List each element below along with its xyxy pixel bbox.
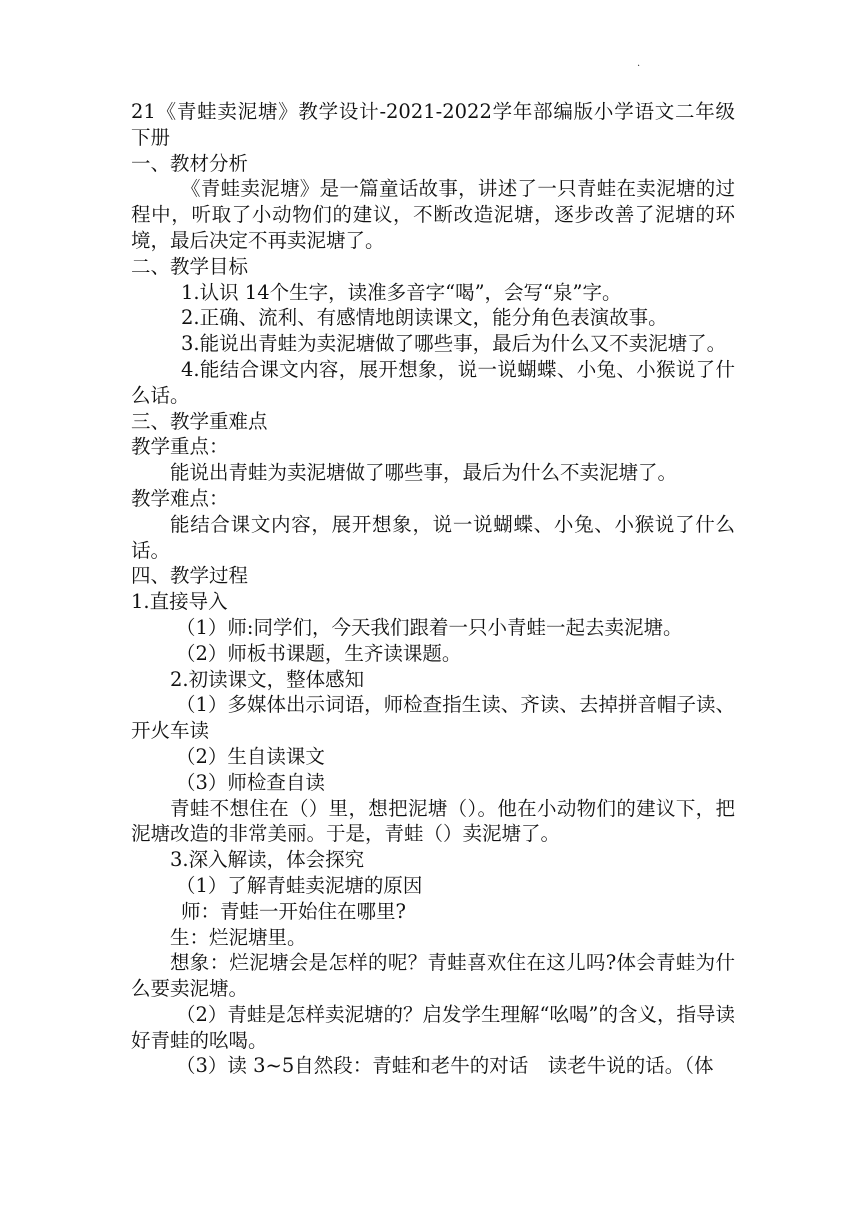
document-title: 21《青蛙卖泥塘》教学设计-2021-2022学年部编版小学语文二年级下册	[131, 100, 735, 149]
document-body	[131, 99, 735, 1079]
teacher-question: 师：青蛙一开始住在哪里?	[181, 899, 406, 923]
process-substep: （1）师:同学们，今天我们跟着一只小青蛙一起去卖泥塘。	[176, 615, 683, 639]
section-heading-key-points: 三、教学重难点	[131, 409, 268, 433]
process-substep: （2）青蛙是怎样卖泥塘的？启发学生理解“吆喝”的含义，指导读好青蛙的吆喝。	[131, 1002, 735, 1052]
difficulty-text: 能结合课文内容，展开想象，说一说蝴蝶、小兔、小猴说了什么话。	[131, 512, 735, 562]
section-heading-goals: 二、教学目标	[131, 254, 249, 278]
goal-item: 2.正确、流利、有感情地朗读课文，能分角色表演故事。	[181, 306, 668, 330]
student-answer: 生：烂泥塘里。	[170, 925, 307, 949]
process-substep: （1）多媒体出示词语，师检查指生读、齐读、去掉拼音帽子读、开火车读	[131, 693, 735, 743]
fill-blank-exercise: 青蛙不想住在（）里，想把泥塘（）。他在小动物们的建议下，把泥塘改造的非常美丽。于是，青蛙（）卖泥塘了。	[131, 796, 735, 846]
section-heading-analysis: 一、教材分析	[131, 151, 249, 175]
key-point-label: 教学重点：	[131, 435, 229, 459]
page-marker: .	[637, 58, 641, 69]
goal-item: 3.能说出青蛙为卖泥塘做了哪些事，最后为什么又不卖泥塘了。	[181, 332, 727, 356]
process-step: 1.直接导入	[131, 590, 228, 614]
process-substep: （1）了解青蛙卖泥塘的原因	[176, 873, 423, 897]
key-point-text: 能说出青蛙为卖泥塘做了哪些事，最后为什么不卖泥塘了。	[170, 461, 678, 485]
process-substep: （2）师板书课题，生齐读课题。	[176, 641, 462, 665]
process-step: 2.初读课文，整体感知	[170, 667, 365, 691]
analysis-paragraph: 《青蛙卖泥塘》是一篇童话故事，讲述了一只青蛙在卖泥塘的过程中，听取了小动物们的建议，不断改造泥塘，逐步改善了泥塘的环境，最后决定不再卖泥塘了。	[131, 177, 735, 252]
imagine-paragraph: 想象：烂泥塘会是怎样的呢？青蛙喜欢住在这儿吗?体会青蛙为什么要卖泥塘。	[131, 951, 735, 1001]
process-substep: （2）生自读课文	[176, 744, 325, 768]
process-substep: （3）师检查自读	[176, 770, 325, 794]
goal-item: 4.能结合课文内容，展开想象，说一说蝴蝶、小兔、小猴说了什么话。	[131, 357, 735, 407]
section-heading-process: 四、教学过程	[131, 564, 249, 588]
goal-item: 1.认识 14个生字，读准多音字“喝”，会写“泉”字。	[181, 280, 622, 304]
process-substep: （3）读 3~5自然段：青蛙和老牛的对话 读老牛说的话。（体	[176, 1054, 714, 1078]
process-step: 3.深入解读，体会探究	[170, 848, 365, 872]
difficulty-label: 教学难点：	[131, 486, 229, 510]
